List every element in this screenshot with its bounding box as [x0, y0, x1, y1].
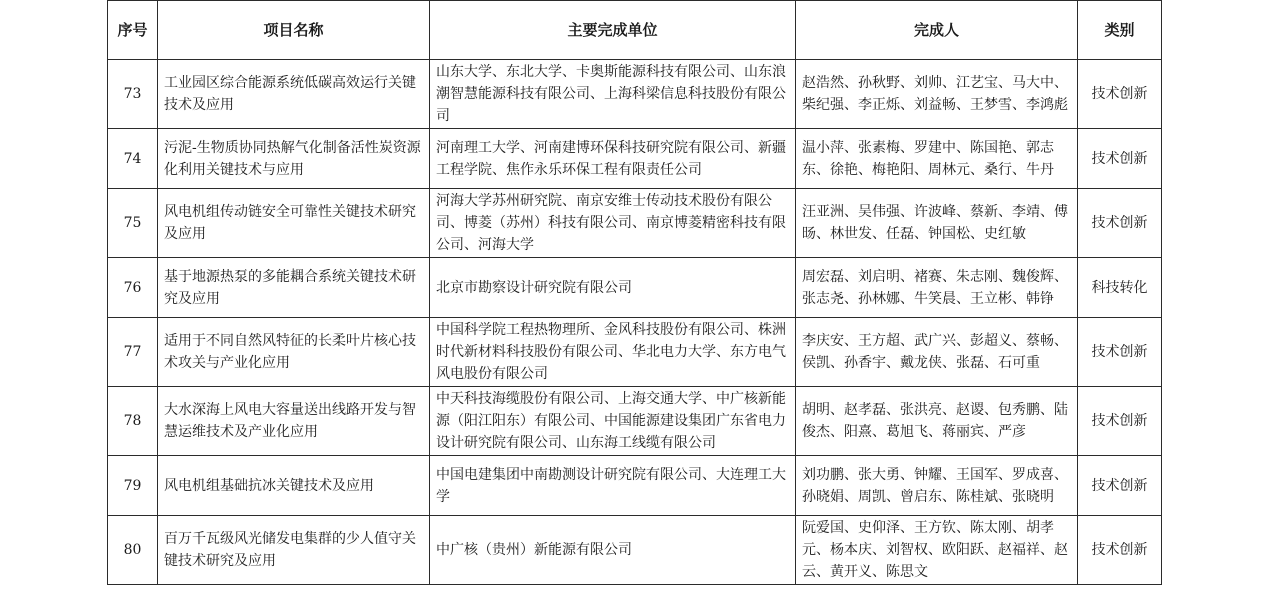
table-row — [108, 129, 1162, 189]
table-row — [108, 189, 1162, 258]
table-row — [108, 60, 1162, 129]
row-number: 80 — [108, 516, 158, 585]
category: 技术创新 — [1078, 456, 1162, 516]
row-number: 78 — [108, 387, 158, 456]
category: 技术创新 — [1078, 516, 1162, 585]
project-name: 大水深海上风电大容量送出线路开发与智慧运维技术及产业化应用 — [158, 387, 430, 456]
row-number: 76 — [108, 258, 158, 318]
table-row — [108, 456, 1162, 516]
category: 技术创新 — [1078, 387, 1162, 456]
project-name: 适用于不同自然风特征的长柔叶片核心技术攻关与产业化应用 — [158, 318, 430, 387]
header-project-name: 项目名称 — [158, 1, 430, 60]
table-row — [108, 258, 1162, 318]
completing-units: 河海大学苏州研究院、南京安维士传动技术股份有限公司、博菱（苏州）科技有限公司、南京博菱精密科技有限公司、河海大学 — [430, 189, 796, 258]
completers: 赵浩然、孙秋野、刘帅、江艺宝、马大中、柴纪强、李正烁、刘益畅、王梦雪、李鸿彪 — [796, 60, 1078, 129]
category: 技术创新 — [1078, 60, 1162, 129]
project-name: 风电机组传动链安全可靠性关键技术研究及应用 — [158, 189, 430, 258]
completing-units: 山东大学、东北大学、卡奥斯能源科技有限公司、山东浪潮智慧能源科技有限公司、上海科梁信息科技股份有限公司 — [430, 60, 796, 129]
completing-units: 中国电建集团中南勘测设计研究院有限公司、大连理工大学 — [430, 456, 796, 516]
row-number: 79 — [108, 456, 158, 516]
project-name: 工业园区综合能源系统低碳高效运行关键技术及应用 — [158, 60, 430, 129]
header-no: 序号 — [108, 1, 158, 60]
table-header-row — [108, 1, 1162, 60]
completers: 刘功鹏、张大勇、钟耀、王国军、罗成喜、孙晓娟、周凯、曾启东、陈桂斌、张晓明 — [796, 456, 1078, 516]
completers: 温小萍、张素梅、罗建中、陈国艳、郭志东、徐艳、梅艳阳、周林元、桑行、牛丹 — [796, 129, 1078, 189]
awards-table — [107, 0, 1162, 585]
completing-units: 中国科学院工程热物理所、金风科技股份有限公司、株洲时代新材料科技股份有限公司、华北电力大学、东方电气风电股份有限公司 — [430, 318, 796, 387]
row-number: 73 — [108, 60, 158, 129]
table-row — [108, 318, 1162, 387]
project-name: 基于地源热泵的多能耦合系统关键技术研究及应用 — [158, 258, 430, 318]
table-row — [108, 516, 1162, 585]
completers: 汪亚洲、吴伟强、许波峰、蔡新、李靖、傅旸、林世发、任磊、钟国松、史红敏 — [796, 189, 1078, 258]
table-row — [108, 387, 1162, 456]
completers: 胡明、赵孝磊、张洪亮、赵谡、包秀鹏、陆俊杰、阳熹、葛旭飞、蒋丽宾、严彦 — [796, 387, 1078, 456]
project-name: 百万千瓦级风光储发电集群的少人值守关键技术研究及应用 — [158, 516, 430, 585]
completing-units: 北京市勘察设计研究院有限公司 — [430, 258, 796, 318]
category: 技术创新 — [1078, 189, 1162, 258]
completing-units: 河南理工大学、河南建博环保科技研究院有限公司、新疆工程学院、焦作永乐环保工程有限责任公司 — [430, 129, 796, 189]
category: 技术创新 — [1078, 318, 1162, 387]
category: 科技转化 — [1078, 258, 1162, 318]
header-people: 完成人 — [796, 1, 1078, 60]
completing-units: 中广核（贵州）新能源有限公司 — [430, 516, 796, 585]
category: 技术创新 — [1078, 129, 1162, 189]
header-units: 主要完成单位 — [430, 1, 796, 60]
row-number: 74 — [108, 129, 158, 189]
completers: 周宏磊、刘启明、褚赛、朱志刚、魏俊辉、张志尧、孙林娜、牛笑晨、王立彬、韩铮 — [796, 258, 1078, 318]
row-number: 75 — [108, 189, 158, 258]
completers: 阮爱国、史仰泽、王方钦、陈太刚、胡孝元、杨本庆、刘智权、欧阳跃、赵福祥、赵云、黄开义、陈思文 — [796, 516, 1078, 585]
completers: 李庆安、王方超、武广兴、彭超义、蔡畅、侯凯、孙香宇、戴龙侠、张磊、石可重 — [796, 318, 1078, 387]
project-name: 污泥-生物质协同热解气化制备活性炭资源化利用关键技术与应用 — [158, 129, 430, 189]
row-number: 77 — [108, 318, 158, 387]
header-category: 类别 — [1078, 1, 1162, 60]
project-name: 风电机组基础抗冰关键技术及应用 — [158, 456, 430, 516]
completing-units: 中天科技海缆股份有限公司、上海交通大学、中广核新能源（阳江阳东）有限公司、中国能源建设集团广东省电力设计研究院有限公司、山东海工线缆有限公司 — [430, 387, 796, 456]
